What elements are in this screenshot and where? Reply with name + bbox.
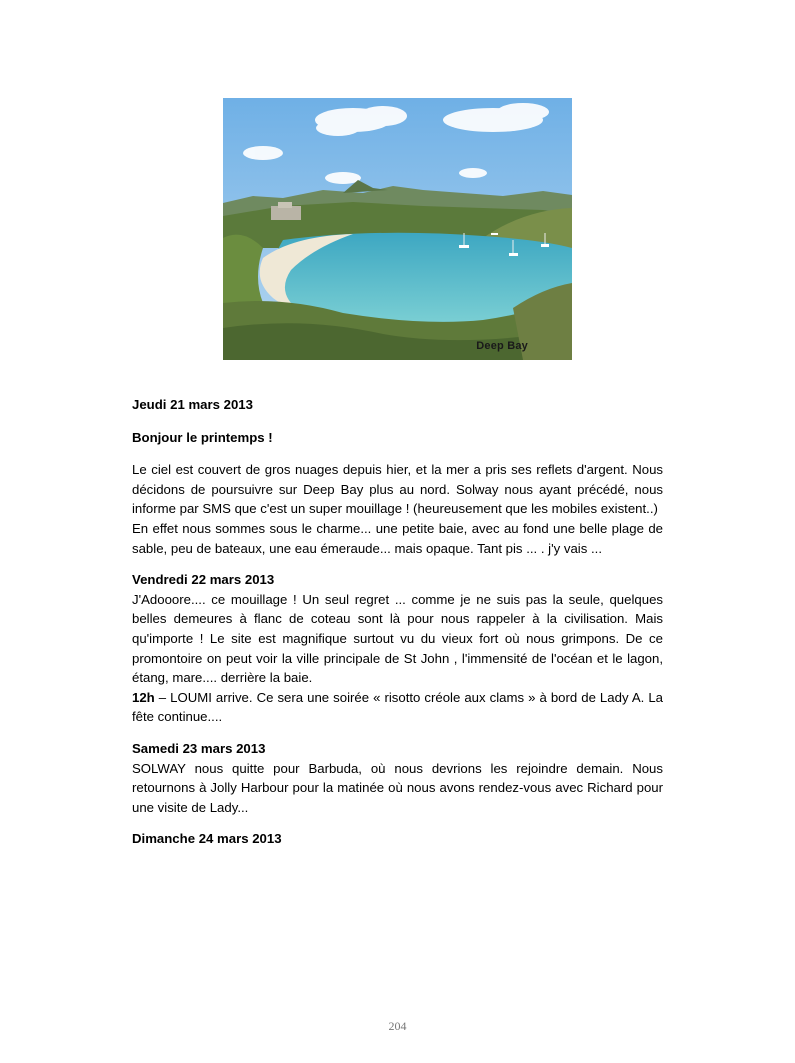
entry-date: Dimanche 24 mars 2013 (132, 831, 282, 847)
entry-date: Vendredi 22 mars 2013 (132, 572, 275, 588)
entry-paragraph: SOLWAY nous quitte pour Barbuda, où nous devrions les rejoindre demain. Nous retournons à Jolly Harbour pour la matinée où nous avons rendez-vous avec Richard pour une visite de Lady... (132, 760, 663, 815)
time-text: – LOUMI arrive. Ce sera une soirée « risotto créole aux clams » à bord de Lady A. La fête continue.... (132, 689, 663, 725)
entry-paragraph (132, 688, 663, 727)
entry-date: Jeudi 21 mars 2013 (132, 397, 253, 412)
entry-subtitle: Bonjour le printemps ! (132, 429, 273, 445)
deep-bay-photo (223, 98, 572, 360)
time-label: 12h (132, 689, 155, 705)
entry-paragraph: En effet nous sommes sous le charme... une petite baie, avec au fond une belle plage de sable, peu de bateaux, une eau émeraude... mais opaque. Tant pis ... . j'y vais ... (132, 520, 663, 556)
page-number: 204 (388, 1019, 407, 1033)
journal-content (132, 395, 663, 849)
bay-illustration (223, 98, 572, 360)
entry-date: Samedi 23 mars 2013 (132, 740, 266, 756)
entry-paragraph: J'Adooore.... ce mouillage ! Un seul regret ... comme je ne suis pas la seule, quelques belles demeures à flanc de coteau sont là pour nous rappeler à la civilisation. Mais qu'importe ! Le site est magnifique surtout vu du vieux fort où nous grimpons. De ce promontoire on peut voir la ville principale de St John , l'immensité de l'océan et le lagon, étang, mare.... derrière la baie. (132, 591, 663, 686)
photo-caption: Deep Bay (476, 340, 528, 352)
entry-paragraph: Le ciel est couvert de gros nuages depuis hier, et la mer a pris ses reflets d'argent. Nous décidons de poursuivre sur Deep Bay plus au nord. Solway nous ayant précédé, nous informe par SMS que c'est un super mouillage ! (heureusement que les mobiles existent..) (132, 462, 663, 517)
